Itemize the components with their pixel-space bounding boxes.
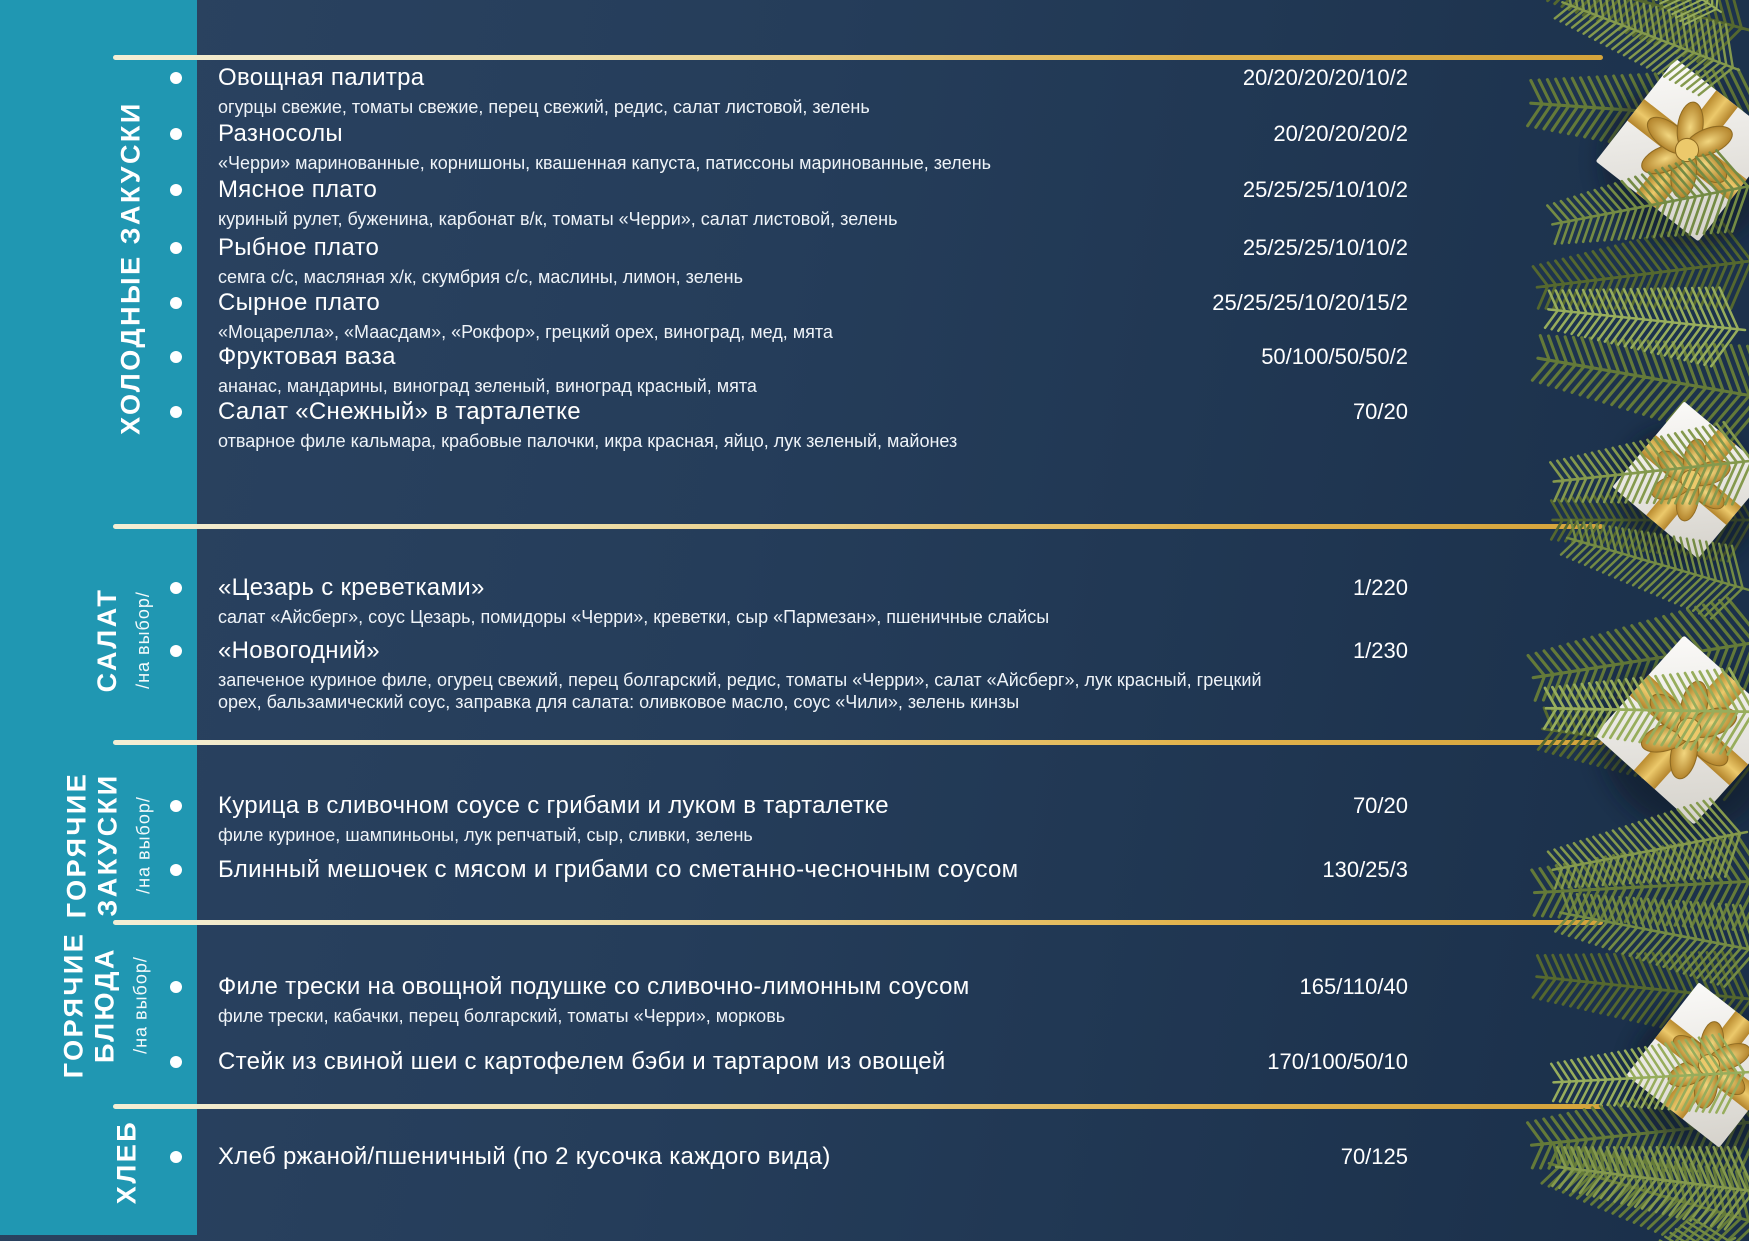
dish-portion: 130/25/3 [1322,857,1408,882]
menu-item [218,175,1408,230]
dish-ingredients: «Черри» маринованные, корнишоны, квашенная капуста, патиссоны маринованные, зелень [218,153,992,173]
dish-portion: 1/230 [1352,638,1408,663]
menu-item [218,342,1408,397]
dish-ingredients: филе трески, кабачки, перец болгарский, томаты «Черри», морковь [218,1006,786,1026]
dish-portion: 20/20/20/20/2 [1273,121,1408,146]
section-label-salad [92,588,154,693]
section-label-text: САЛАТ [92,587,122,693]
section-sublabel: /на выбор/ [130,956,151,1054]
gift-box-icon [1602,975,1749,1183]
bullet-icon [170,1056,182,1068]
dish-name: Мясное плато [218,176,378,203]
menu-item [218,397,1408,452]
dish-ingredients: ананас, мандарины, виноград зеленый, виноград красный, мята [218,376,757,396]
dish-name: Филе трески на овощной подушке со сливочно-лимонным соусом [218,973,970,1000]
dish-portion: 70/20 [1352,399,1408,424]
dish-portion: 1/220 [1352,575,1408,600]
divider-line [113,740,1603,745]
section-label-text: ХЛЕБ [111,1119,142,1205]
dish-portion: 20/20/20/20/10/2 [1242,65,1408,90]
dish-ingredients: «Моцарелла», «Маасдам», «Рокфор», грецкий орех, виноград, мед, мята [218,322,833,342]
dish-name: «Новогодний» [218,637,380,664]
dish-name: Рыбное плато [218,234,380,261]
menu-item [218,119,1408,174]
bullet-icon [170,582,182,594]
dish-ingredients: огурцы свежие, томаты свежие, перец свежий, редис, салат листовой, зелень [218,97,870,117]
dish-ingredients: филе куриное, шампиньоны, лук репчатый, сыр, сливки, зелень [218,825,753,845]
bullet-icon [170,297,182,309]
pine-branches-icon [1520,0,1749,1241]
dish-portion: 170/100/50/10 [1267,1049,1408,1074]
bullet-icon [170,406,182,418]
menu-item [218,1142,1408,1172]
pine-branches-icon [1543,0,1749,1241]
dish-ingredients: куриный рулет, буженина, карбонат в/к, томаты «Черри», салат листовой, зелень [218,209,898,229]
menu-item [218,855,1408,885]
dish-portion: 25/25/25/10/10/2 [1242,235,1408,260]
bullet-icon [170,800,182,812]
divider-line [113,55,1603,60]
gift-box-icon [1566,627,1749,866]
section-sublabel: /на выбор/ [133,591,153,689]
menu-item [218,573,1408,628]
gift-box-icon [1589,394,1749,592]
divider-line [113,920,1603,925]
menu-item [218,1047,1408,1077]
section-label-hot-dishes [59,932,152,1079]
dish-ingredients: запеченое куриное филе, огурец свежий, перец болгарский, редис, томаты «Черри», салат «Айсберг», лук красный, грецкий орех, бальзамический соус, заправка для салата: оливковое масло, соус «Чили», зелень кинзы [218,670,1262,712]
dish-portion: 50/100/50/50/2 [1261,344,1408,369]
dish-portion: 165/110/40 [1299,974,1408,999]
dish-portion: 70/125 [1340,1144,1408,1169]
menu-item [218,972,1408,1027]
dish-name: Салат «Снежный» в тарталетке [218,398,581,425]
bullet-icon [170,645,182,657]
dish-name: Стейк из свиной шеи с картофелем бэби и тартаром из овощей [218,1048,946,1075]
dish-name: Фруктовая ваза [218,343,396,370]
dish-ingredients: салат «Айсберг», соус Цезарь, помидоры «Черри», креветки, сыр «Пармезан», пшеничные слайсы [218,607,1050,627]
dish-ingredients: семга с/с, масляная х/к, скумбрия с/с, маслины, лимон, зелень [218,267,743,287]
bullet-icon [170,981,182,993]
section-label-hot-appetizers [62,772,155,919]
dish-name: Курица в сливочном соусе с грибами и луком в тарталетке [218,792,889,819]
bullet-icon [170,242,182,254]
section-sublabel: /на выбор/ [133,796,154,894]
menu-item [218,288,1408,343]
dish-portion: 70/20 [1352,793,1408,818]
section-label-text: ХОЛОДНЫЕ ЗАКУСКИ [115,101,146,435]
section-label-text: ГОРЯЧИЕ [58,931,89,1079]
divider-line [113,1104,1603,1109]
menu-item [218,233,1408,288]
dish-name: Сырное плато [218,289,381,316]
section-label-text: ГОРЯЧИЕ [61,771,92,919]
section-label-bread [112,1120,143,1204]
dish-portion: 25/25/25/10/20/15/2 [1212,290,1408,315]
dish-ingredients: отварное филе кальмара, крабовые палочки, икра красная, яйцо, лук зеленый, майонез [218,431,958,451]
bullet-icon [170,72,182,84]
dish-name: Разносолы [218,120,343,147]
gift-box-icon [1569,51,1749,281]
gift-boxes [1566,51,1749,1184]
bullet-icon [170,128,182,140]
bullet-icon [170,1151,182,1163]
dish-name: Овощная палитра [218,64,425,91]
menu-item [218,636,1408,713]
bullet-icon [170,351,182,363]
section-label-text: ЗАКУСКИ [92,773,123,917]
bullet-icon [170,864,182,876]
dish-name: Хлеб ржаной/пшеничный (по 2 кусочка каждого вида) [218,1143,831,1170]
section-label-cold-appetizers [116,101,147,435]
festive-decoration [1409,0,1749,1241]
menu-item [218,791,1408,846]
divider-line [113,524,1603,529]
dish-name: «Цезарь с креветками» [218,574,485,601]
dish-portion: 25/25/25/10/10/2 [1242,177,1408,202]
menu-item [218,63,1408,118]
dish-name: Блинный мешочек с мясом и грибами со сметанно-чесночным соусом [218,856,1019,883]
section-label-text: БЛЮДА [89,946,120,1064]
bullet-icon [170,184,182,196]
